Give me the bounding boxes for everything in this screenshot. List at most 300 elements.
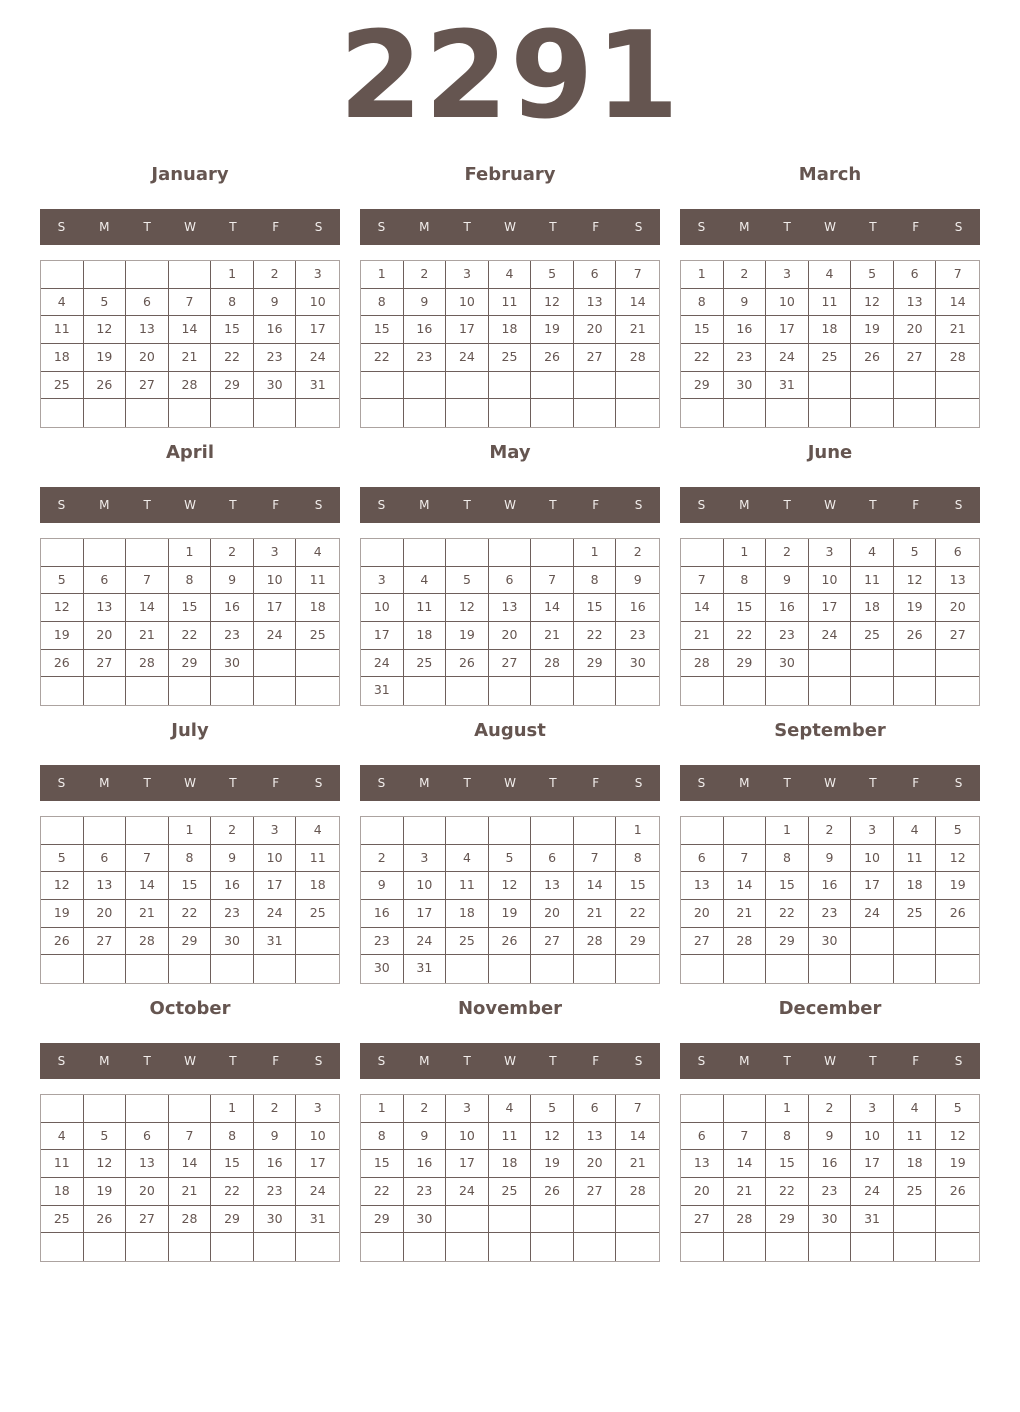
day-cell: 14 xyxy=(616,1123,659,1151)
day-cell xyxy=(531,539,574,567)
day-cell: 15 xyxy=(766,872,809,900)
day-cell xyxy=(724,817,767,845)
day-cell: 25 xyxy=(296,900,339,928)
day-cell: 18 xyxy=(446,900,489,928)
day-cell: 27 xyxy=(574,1178,617,1206)
day-cell: 2 xyxy=(404,1095,447,1123)
day-cell: 13 xyxy=(84,872,127,900)
weekday-label: S xyxy=(697,1054,706,1068)
day-cell xyxy=(404,372,447,400)
month-october xyxy=(40,994,340,1264)
day-cell: 25 xyxy=(446,928,489,956)
day-cell: 16 xyxy=(404,1150,447,1178)
day-cell: 5 xyxy=(851,261,894,289)
day-cell: 22 xyxy=(574,622,617,650)
month-title: December xyxy=(778,998,882,1019)
day-cell: 1 xyxy=(574,539,617,567)
day-cell: 18 xyxy=(404,622,447,650)
day-cell: 1 xyxy=(211,261,254,289)
day-cell xyxy=(404,677,447,705)
day-cell: 3 xyxy=(851,1095,894,1123)
weekday-label: W xyxy=(824,776,836,790)
day-cell: 2 xyxy=(361,845,404,873)
weekday-label: W xyxy=(824,220,836,234)
day-cell: 10 xyxy=(851,845,894,873)
day-cell: 28 xyxy=(724,1206,767,1234)
month-november xyxy=(360,994,660,1264)
day-cell: 16 xyxy=(361,900,404,928)
day-cell: 17 xyxy=(446,1150,489,1178)
day-cell: 7 xyxy=(574,845,617,873)
day-cell: 7 xyxy=(616,261,659,289)
day-cell: 11 xyxy=(404,594,447,622)
day-cell xyxy=(126,817,169,845)
day-cell: 19 xyxy=(531,316,574,344)
weekday-header xyxy=(40,209,340,245)
day-cell: 10 xyxy=(254,845,297,873)
weekday-label: T xyxy=(549,1054,557,1068)
day-cell: 17 xyxy=(296,316,339,344)
day-cell: 22 xyxy=(211,344,254,372)
day-grid xyxy=(40,816,340,984)
weekday-label: S xyxy=(634,1054,643,1068)
day-cell: 23 xyxy=(809,1178,852,1206)
weekday-label: S xyxy=(634,220,643,234)
day-cell: 9 xyxy=(616,567,659,595)
day-cell xyxy=(296,955,339,983)
day-cell: 21 xyxy=(616,1150,659,1178)
day-cell: 19 xyxy=(84,344,127,372)
weekday-label: M xyxy=(739,776,750,790)
day-cell: 24 xyxy=(296,1178,339,1206)
day-cell: 3 xyxy=(446,1095,489,1123)
day-cell: 23 xyxy=(254,344,297,372)
day-cell: 11 xyxy=(894,845,937,873)
day-cell: 22 xyxy=(211,1178,254,1206)
day-cell: 26 xyxy=(489,928,532,956)
day-cell: 2 xyxy=(404,261,447,289)
month-title: March xyxy=(798,164,862,185)
day-cell: 7 xyxy=(126,845,169,873)
day-cell: 15 xyxy=(169,872,212,900)
day-cell xyxy=(41,539,84,567)
day-cell: 19 xyxy=(936,872,979,900)
day-cell xyxy=(404,399,447,427)
month-july xyxy=(40,716,340,986)
day-cell: 25 xyxy=(809,344,852,372)
day-grid xyxy=(40,1094,340,1262)
day-cell: 11 xyxy=(41,1150,84,1178)
day-cell: 24 xyxy=(446,1178,489,1206)
day-cell: 17 xyxy=(766,316,809,344)
day-cell: 15 xyxy=(211,1150,254,1178)
day-cell: 3 xyxy=(296,261,339,289)
day-cell xyxy=(851,372,894,400)
day-cell xyxy=(894,677,937,705)
weekday-label: M xyxy=(419,1054,430,1068)
day-cell: 20 xyxy=(894,316,937,344)
day-cell xyxy=(361,817,404,845)
day-cell xyxy=(41,399,84,427)
day-cell: 15 xyxy=(361,1150,404,1178)
day-cell: 19 xyxy=(84,1178,127,1206)
day-cell: 11 xyxy=(296,845,339,873)
day-cell: 18 xyxy=(851,594,894,622)
day-cell: 1 xyxy=(211,1095,254,1123)
day-cell: 9 xyxy=(766,567,809,595)
day-cell: 30 xyxy=(724,372,767,400)
day-cell: 1 xyxy=(766,817,809,845)
day-cell: 9 xyxy=(404,1123,447,1151)
weekday-label: F xyxy=(272,776,280,790)
day-cell: 16 xyxy=(404,316,447,344)
day-cell xyxy=(616,1206,659,1234)
weekday-label: T xyxy=(229,498,237,512)
day-cell: 11 xyxy=(446,872,489,900)
day-cell xyxy=(126,1095,169,1123)
weekday-label: M xyxy=(99,220,110,234)
month-august xyxy=(360,716,660,986)
day-cell: 27 xyxy=(126,372,169,400)
day-cell: 4 xyxy=(296,539,339,567)
day-cell: 24 xyxy=(766,344,809,372)
day-cell: 10 xyxy=(296,1123,339,1151)
day-cell xyxy=(211,1233,254,1261)
day-cell xyxy=(681,817,724,845)
weekday-label: S xyxy=(634,498,643,512)
day-cell xyxy=(724,677,767,705)
day-cell: 24 xyxy=(254,622,297,650)
day-cell: 21 xyxy=(936,316,979,344)
day-cell: 24 xyxy=(361,650,404,678)
day-cell: 15 xyxy=(766,1150,809,1178)
day-cell: 28 xyxy=(126,928,169,956)
day-cell: 29 xyxy=(211,372,254,400)
day-cell xyxy=(84,1095,127,1123)
day-cell xyxy=(574,817,617,845)
day-cell xyxy=(126,1233,169,1261)
day-cell: 6 xyxy=(936,539,979,567)
day-cell: 16 xyxy=(616,594,659,622)
day-cell: 30 xyxy=(809,1206,852,1234)
day-cell: 23 xyxy=(809,900,852,928)
day-cell: 22 xyxy=(616,900,659,928)
day-cell: 14 xyxy=(724,1150,767,1178)
day-cell: 21 xyxy=(531,622,574,650)
day-cell xyxy=(851,399,894,427)
day-cell: 19 xyxy=(41,622,84,650)
day-cell: 3 xyxy=(446,261,489,289)
weekday-label: M xyxy=(419,498,430,512)
weekday-label: T xyxy=(463,776,471,790)
day-cell xyxy=(936,928,979,956)
day-cell: 29 xyxy=(681,372,724,400)
day-cell xyxy=(809,372,852,400)
weekday-label: M xyxy=(739,220,750,234)
day-cell: 20 xyxy=(681,1178,724,1206)
day-cell xyxy=(211,955,254,983)
month-june xyxy=(680,438,980,708)
day-cell: 21 xyxy=(724,1178,767,1206)
weekday-label: S xyxy=(377,498,386,512)
day-cell: 5 xyxy=(489,845,532,873)
day-cell: 13 xyxy=(681,872,724,900)
day-cell xyxy=(936,650,979,678)
weekday-header xyxy=(680,765,980,801)
day-cell: 11 xyxy=(296,567,339,595)
day-cell: 8 xyxy=(766,1123,809,1151)
day-cell xyxy=(766,955,809,983)
month-title: April xyxy=(165,442,215,463)
day-cell: 28 xyxy=(681,650,724,678)
day-cell: 17 xyxy=(361,622,404,650)
day-cell: 14 xyxy=(169,316,212,344)
day-cell: 6 xyxy=(489,567,532,595)
day-cell xyxy=(851,1233,894,1261)
day-cell: 12 xyxy=(936,845,979,873)
day-grid xyxy=(40,260,340,428)
weekday-label: T xyxy=(869,1054,877,1068)
day-cell: 30 xyxy=(254,372,297,400)
day-cell xyxy=(41,1095,84,1123)
day-cell: 7 xyxy=(169,1123,212,1151)
day-cell: 12 xyxy=(41,872,84,900)
day-cell: 8 xyxy=(681,289,724,317)
day-cell: 22 xyxy=(361,344,404,372)
day-cell: 3 xyxy=(254,817,297,845)
day-cell xyxy=(894,650,937,678)
weekday-label: M xyxy=(99,1054,110,1068)
day-cell: 17 xyxy=(809,594,852,622)
weekday-label: W xyxy=(184,498,196,512)
day-cell: 10 xyxy=(809,567,852,595)
day-cell: 18 xyxy=(296,594,339,622)
day-cell: 20 xyxy=(84,900,127,928)
day-cell: 25 xyxy=(489,344,532,372)
day-cell xyxy=(84,955,127,983)
day-cell xyxy=(41,261,84,289)
day-cell xyxy=(126,955,169,983)
day-cell: 10 xyxy=(254,567,297,595)
day-cell xyxy=(84,677,127,705)
day-cell: 15 xyxy=(169,594,212,622)
day-cell: 13 xyxy=(531,872,574,900)
day-cell: 9 xyxy=(211,567,254,595)
day-cell: 4 xyxy=(489,1095,532,1123)
day-cell: 6 xyxy=(126,1123,169,1151)
day-cell xyxy=(574,955,617,983)
day-cell: 7 xyxy=(169,289,212,317)
weekday-label: W xyxy=(504,776,516,790)
day-cell: 14 xyxy=(126,594,169,622)
day-cell: 11 xyxy=(809,289,852,317)
day-cell: 7 xyxy=(681,567,724,595)
day-cell: 26 xyxy=(894,622,937,650)
day-cell: 23 xyxy=(724,344,767,372)
day-cell: 17 xyxy=(446,316,489,344)
day-cell: 13 xyxy=(894,289,937,317)
day-cell: 14 xyxy=(574,872,617,900)
weekday-label: S xyxy=(954,776,963,790)
weekday-label: M xyxy=(99,776,110,790)
day-cell: 17 xyxy=(296,1150,339,1178)
weekday-label: T xyxy=(783,1054,791,1068)
day-cell: 16 xyxy=(254,1150,297,1178)
day-cell xyxy=(851,677,894,705)
day-cell: 2 xyxy=(254,261,297,289)
month-title: August xyxy=(474,720,546,741)
day-cell: 16 xyxy=(211,594,254,622)
day-cell: 1 xyxy=(766,1095,809,1123)
day-cell: 8 xyxy=(574,567,617,595)
day-cell xyxy=(616,1233,659,1261)
day-cell: 22 xyxy=(766,900,809,928)
day-cell: 14 xyxy=(681,594,724,622)
day-cell: 7 xyxy=(126,567,169,595)
day-cell: 25 xyxy=(404,650,447,678)
day-cell xyxy=(809,399,852,427)
day-cell: 12 xyxy=(84,316,127,344)
weekday-header xyxy=(360,209,660,245)
day-cell: 25 xyxy=(41,1206,84,1234)
weekday-label: T xyxy=(549,498,557,512)
day-cell: 31 xyxy=(851,1206,894,1234)
day-cell: 7 xyxy=(616,1095,659,1123)
day-cell xyxy=(404,817,447,845)
weekday-label: T xyxy=(143,1054,151,1068)
day-cell xyxy=(404,539,447,567)
day-cell: 11 xyxy=(41,316,84,344)
day-cell: 21 xyxy=(681,622,724,650)
day-cell: 9 xyxy=(404,289,447,317)
month-title: November xyxy=(457,998,563,1019)
weekday-label: T xyxy=(463,1054,471,1068)
weekday-label: T xyxy=(143,220,151,234)
day-cell: 13 xyxy=(84,594,127,622)
day-cell xyxy=(296,677,339,705)
day-cell xyxy=(169,399,212,427)
day-cell: 17 xyxy=(254,872,297,900)
day-cell: 23 xyxy=(211,622,254,650)
day-cell xyxy=(126,677,169,705)
day-cell: 3 xyxy=(254,539,297,567)
day-grid xyxy=(680,538,980,706)
day-cell: 5 xyxy=(936,1095,979,1123)
day-cell: 27 xyxy=(531,928,574,956)
weekday-label: F xyxy=(912,1054,920,1068)
weekday-label: S xyxy=(697,776,706,790)
day-cell: 9 xyxy=(809,1123,852,1151)
weekday-label: W xyxy=(824,1054,836,1068)
day-cell xyxy=(84,1233,127,1261)
day-cell xyxy=(809,955,852,983)
month-september xyxy=(680,716,980,986)
day-cell: 27 xyxy=(489,650,532,678)
day-cell: 13 xyxy=(489,594,532,622)
day-cell xyxy=(681,539,724,567)
day-cell: 8 xyxy=(616,845,659,873)
weekday-label: F xyxy=(912,776,920,790)
day-cell: 3 xyxy=(361,567,404,595)
day-cell xyxy=(489,539,532,567)
day-cell xyxy=(41,955,84,983)
day-cell: 24 xyxy=(296,344,339,372)
day-cell xyxy=(936,399,979,427)
day-cell xyxy=(41,1233,84,1261)
weekday-label: S xyxy=(57,220,66,234)
day-cell: 20 xyxy=(681,900,724,928)
day-cell: 25 xyxy=(894,1178,937,1206)
day-cell: 25 xyxy=(41,372,84,400)
day-cell xyxy=(681,677,724,705)
day-cell: 6 xyxy=(531,845,574,873)
weekday-header xyxy=(40,765,340,801)
day-cell: 22 xyxy=(724,622,767,650)
day-cell: 25 xyxy=(851,622,894,650)
day-cell: 16 xyxy=(766,594,809,622)
day-cell xyxy=(361,539,404,567)
weekday-label: S xyxy=(954,220,963,234)
day-cell xyxy=(296,1233,339,1261)
day-cell: 1 xyxy=(616,817,659,845)
weekday-label: S xyxy=(377,220,386,234)
day-cell xyxy=(574,1233,617,1261)
day-cell: 13 xyxy=(574,289,617,317)
day-cell: 14 xyxy=(936,289,979,317)
day-cell: 8 xyxy=(361,289,404,317)
weekday-label: T xyxy=(229,1054,237,1068)
day-cell: 19 xyxy=(41,900,84,928)
day-cell xyxy=(531,817,574,845)
day-cell: 16 xyxy=(211,872,254,900)
day-cell: 29 xyxy=(169,928,212,956)
day-cell xyxy=(531,399,574,427)
day-cell: 6 xyxy=(681,1123,724,1151)
day-cell xyxy=(446,539,489,567)
day-cell: 22 xyxy=(361,1178,404,1206)
day-cell: 28 xyxy=(574,928,617,956)
day-cell: 30 xyxy=(254,1206,297,1234)
day-cell xyxy=(169,955,212,983)
day-cell: 25 xyxy=(894,900,937,928)
day-cell: 28 xyxy=(126,650,169,678)
day-cell xyxy=(41,817,84,845)
day-cell: 6 xyxy=(894,261,937,289)
day-cell xyxy=(531,955,574,983)
day-cell: 9 xyxy=(211,845,254,873)
weekday-label: S xyxy=(377,1054,386,1068)
weekday-label: W xyxy=(184,776,196,790)
day-cell xyxy=(724,399,767,427)
day-cell: 12 xyxy=(84,1150,127,1178)
month-title: January xyxy=(151,164,229,185)
day-cell xyxy=(574,372,617,400)
weekday-label: T xyxy=(463,498,471,512)
weekday-label: S xyxy=(634,776,643,790)
day-cell: 8 xyxy=(169,567,212,595)
day-cell: 8 xyxy=(211,1123,254,1151)
day-cell: 24 xyxy=(851,900,894,928)
day-cell: 5 xyxy=(41,845,84,873)
day-cell xyxy=(894,372,937,400)
day-cell xyxy=(254,1233,297,1261)
day-grid xyxy=(360,538,660,706)
day-cell: 29 xyxy=(766,1206,809,1234)
day-cell: 9 xyxy=(809,845,852,873)
day-cell: 23 xyxy=(254,1178,297,1206)
day-cell: 23 xyxy=(361,928,404,956)
month-title: October xyxy=(149,998,231,1019)
